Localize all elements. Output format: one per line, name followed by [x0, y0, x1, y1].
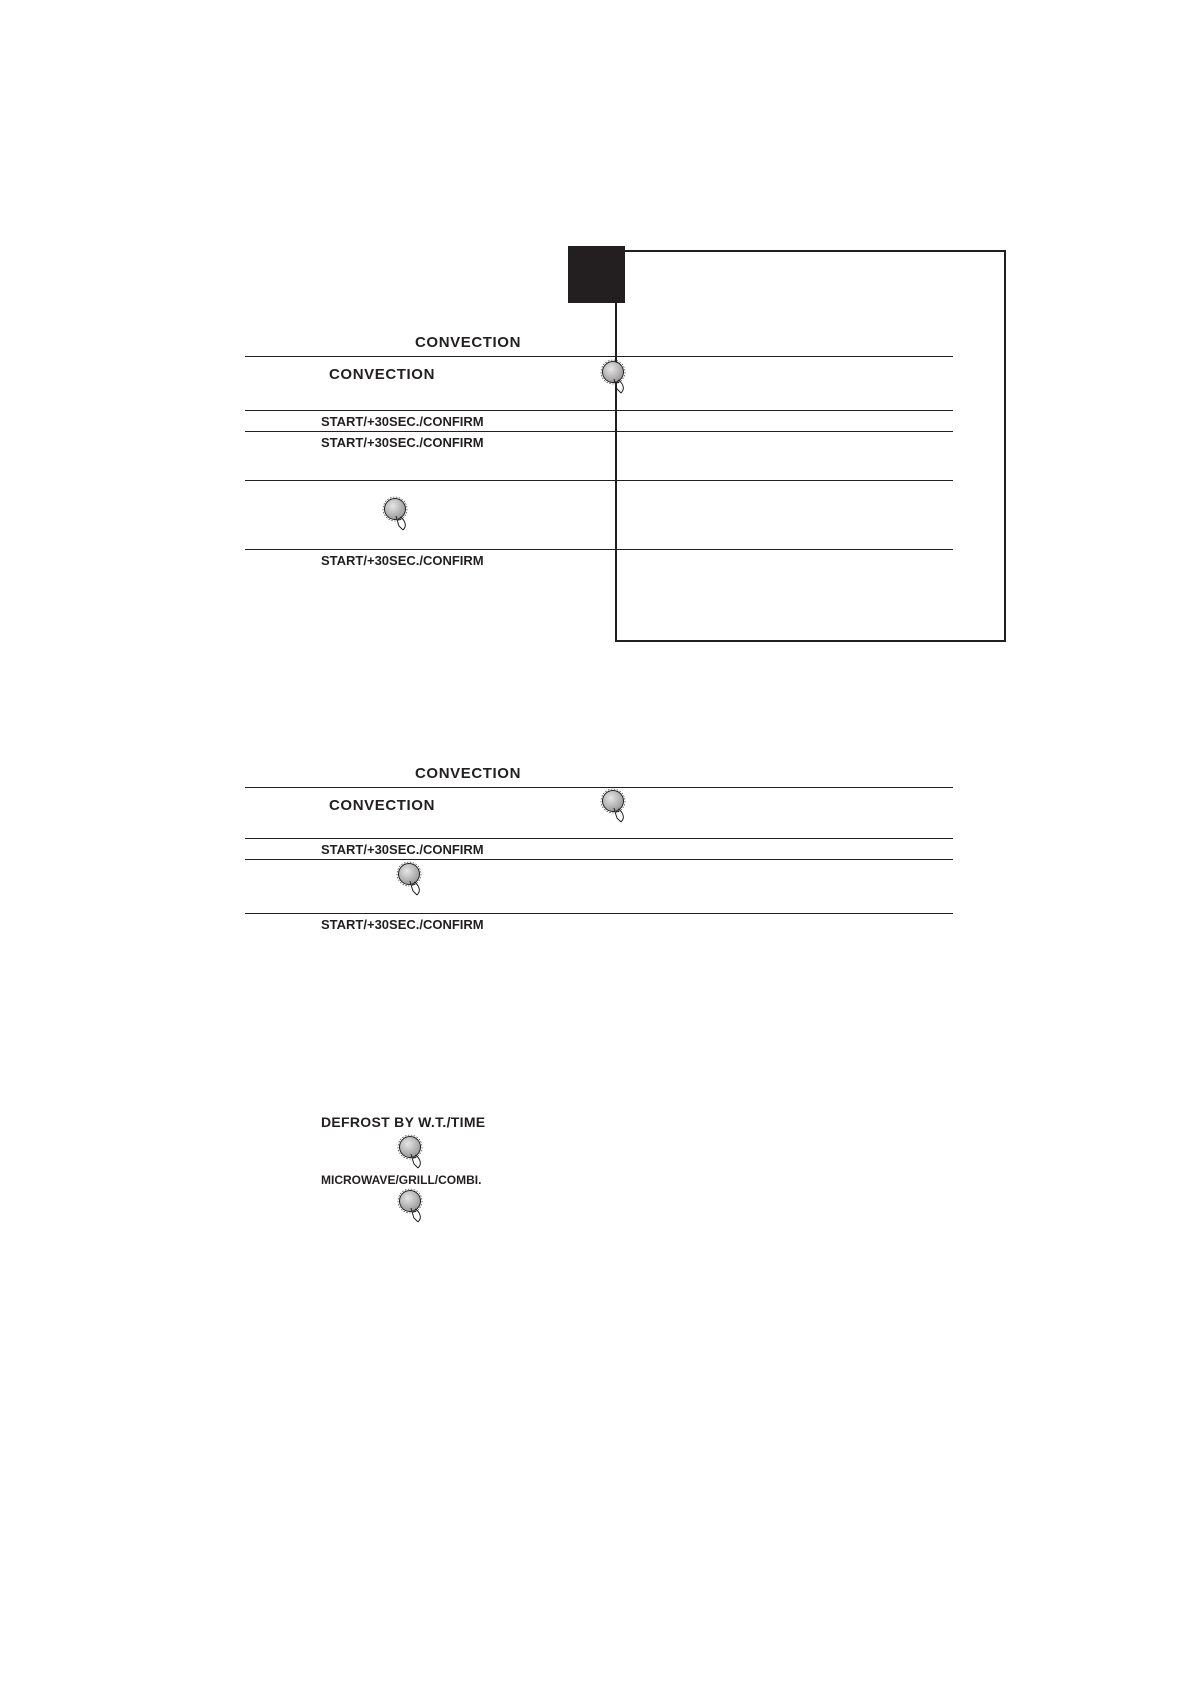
section2-step2-button-label: START/+30SEC./CONFIRM: [321, 842, 484, 857]
defrost-button-label: DEFROST BY W.T./TIME: [321, 1114, 486, 1130]
section2-step4-button-label: START/+30SEC./CONFIRM: [321, 917, 484, 932]
rotary-knob-icon: [600, 359, 630, 395]
rotary-knob-icon: [600, 788, 630, 824]
divider: [245, 838, 953, 839]
microwave-grill-combi-button-label: MICROWAVE/GRILL/COMBI.: [321, 1173, 482, 1187]
divider: [245, 356, 953, 357]
divider: [245, 431, 953, 432]
rotary-knob-icon: [397, 1134, 427, 1170]
divider: [245, 913, 953, 914]
divider: [245, 787, 953, 788]
divider: [245, 410, 953, 411]
section1-step1-button-label: CONVECTION: [329, 366, 436, 383]
section2-step1-button-label: CONVECTION: [329, 797, 436, 814]
rotary-knob-icon: [382, 496, 412, 532]
section1-step2-button-label: START/+30SEC./CONFIRM: [321, 414, 484, 429]
section2-heading: CONVECTION: [415, 765, 522, 782]
divider: [245, 480, 953, 481]
note-box: [615, 250, 1006, 642]
rotary-knob-icon: [397, 1188, 427, 1224]
section1-step5-button-label: START/+30SEC./CONFIRM: [321, 553, 484, 568]
section1-step3-button-label: START/+30SEC./CONFIRM: [321, 435, 484, 450]
rotary-knob-icon: [396, 861, 426, 897]
section1-heading: CONVECTION: [415, 334, 522, 351]
divider: [245, 859, 953, 860]
divider: [245, 549, 953, 550]
